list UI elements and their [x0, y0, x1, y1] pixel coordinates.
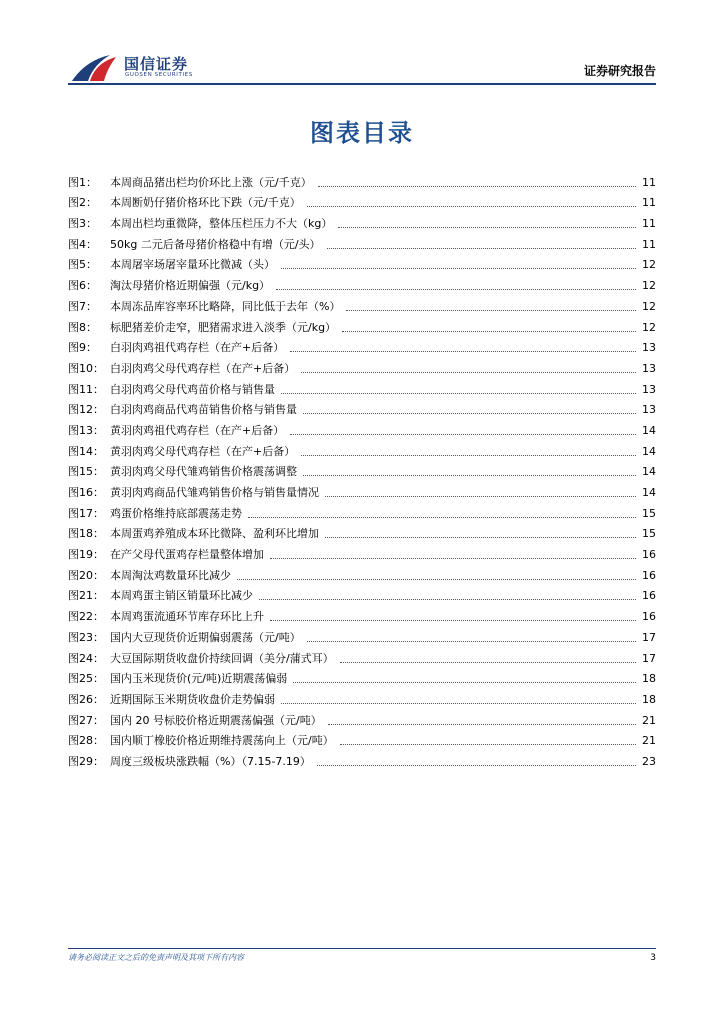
toc-entry-number: 图16： [68, 486, 104, 499]
toc-entry[interactable] [68, 252, 656, 273]
toc-entry-number: 图7： [68, 299, 97, 313]
toc-entry-page: 16 [642, 548, 656, 562]
toc-leader-dots [290, 351, 636, 352]
toc-leader-dots [248, 517, 636, 518]
toc-leader-dots [301, 455, 636, 456]
toc-entry-title: 鸡蛋价格维持底部震荡走势 [110, 506, 242, 520]
toc-entry-page: 18 [642, 672, 656, 686]
toc-entry-number: 图20： [68, 568, 104, 582]
page-number: 3 [650, 953, 656, 963]
toc-entry-number: 图26： [68, 692, 104, 706]
footer-divider [68, 948, 656, 949]
toc-entry[interactable] [68, 603, 656, 624]
toc-entry-title: 淘汰母猪价格近期偏强（元/kg） [110, 279, 271, 293]
toc-entry-number: 图17： [68, 506, 104, 520]
toc-entry-page: 18 [642, 692, 656, 706]
toc-leader-dots [281, 393, 636, 394]
toc-leader-dots [303, 475, 636, 476]
toc-entry-title: 周度三级板块涨跌幅（%）（7.15-7.19） [110, 754, 311, 768]
toc-entry-number: 图4： [68, 237, 97, 251]
toc-entry-number: 图22： [68, 610, 104, 624]
toc-entry-page: 11 [642, 196, 656, 210]
toc-entry-number: 图29： [68, 754, 104, 768]
toc-entry-title: 本周鸡蛋流通环节库存环比上升 [110, 610, 264, 624]
toc-entry[interactable] [68, 728, 656, 749]
report-type-label: 证券研究报告 [583, 64, 656, 78]
toc-entry-number: 图15： [68, 465, 104, 479]
toc-leader-dots [281, 268, 636, 269]
toc-entry-title: 本周冻品库容率环比略降，同比低于去年（%） [110, 299, 341, 313]
toc-entry[interactable] [68, 541, 656, 562]
toc-entry-number: 图5： [68, 258, 97, 272]
toc-entry-number: 图9： [68, 341, 97, 355]
toc-entry-title: 国内玉米现货价(元/吨)近期震荡偏弱 [110, 672, 288, 686]
header-divider [68, 83, 656, 85]
toc-entry-title: 黄羽肉鸡商品代雏鸡销售价格与销售量情况 [110, 486, 319, 499]
toc-entry-title: 黄羽肉鸡父母代雏鸡销售价格震荡调整 [110, 465, 297, 479]
toc-leader-dots [325, 496, 636, 497]
toc-entry[interactable] [68, 355, 656, 376]
toc-entry-title: 在产父母代蛋鸡存栏量整体增加 [110, 548, 264, 562]
toc-entry-page: 13 [642, 382, 656, 396]
toc-entry-number: 图24： [68, 651, 104, 665]
toc-entry-number: 图3： [68, 217, 97, 231]
toc-leader-dots [270, 558, 636, 559]
toc-leader-dots [342, 331, 636, 332]
toc-entry[interactable] [68, 521, 656, 542]
page-header [68, 50, 656, 84]
toc-entry[interactable] [68, 272, 656, 293]
toc-entry-page: 13 [642, 403, 656, 417]
toc-leader-dots [307, 641, 636, 642]
toc-entry-number: 图19： [68, 548, 104, 562]
toc-entry-page: 12 [642, 299, 656, 313]
toc-entry-number: 图11： [68, 382, 104, 396]
toc-leader-dots [340, 744, 636, 745]
toc-entry-number: 图18： [68, 527, 104, 541]
toc-entry-title: 白羽肉鸡父母代鸡存栏（在产+后备） [110, 361, 296, 375]
toc-entry-title: 本周商品猪出栏均价环比上涨（元/千克） [110, 175, 312, 189]
toc-entry[interactable] [68, 500, 656, 521]
toc-entry-title: 本周出栏均重微降，整体压栏压力不大（kg） [110, 217, 333, 231]
toc-entry-page: 12 [642, 279, 656, 293]
toc-entry-page: 23 [642, 754, 656, 768]
toc-entry-title: 黄羽肉鸡祖代鸡存栏（在产+后备） [110, 423, 285, 437]
toc-entry[interactable] [68, 335, 656, 356]
toc-entry-page: 21 [642, 734, 656, 748]
figure-list [68, 169, 656, 769]
toc-entry-page: 16 [642, 589, 656, 603]
toc-entry-number: 图13： [68, 423, 104, 437]
toc-entry-title: 标肥猪差价走窄，肥猪需求进入淡季（元/kg） [110, 320, 337, 334]
toc-leader-dots [237, 579, 636, 580]
toc-leader-dots [327, 248, 636, 249]
toc-entry-title: 本周蛋鸡养殖成本环比微降、盈利环比增加 [110, 527, 319, 541]
toc-entry-number: 图8： [68, 320, 97, 334]
toc-entry-title: 白羽肉鸡祖代鸡存栏（在产+后备） [110, 341, 285, 355]
toc-entry-title: 本周淘汰鸡数量环比减少 [110, 568, 231, 582]
toc-entry-title: 国内大豆现货价近期偏弱震荡（元/吨） [110, 630, 301, 644]
toc-entry-title: 白羽肉鸡父母代鸡苗价格与销售量 [110, 382, 275, 396]
toc-entry[interactable] [68, 479, 656, 500]
toc-leader-dots [293, 682, 636, 683]
toc-leader-dots [317, 765, 636, 766]
footer-disclaimer: 请务必阅读正文之后的免责声明及其项下所有内容 [68, 953, 244, 962]
toc-entry-page: 14 [642, 444, 656, 458]
toc-entry[interactable] [68, 562, 656, 583]
toc-leader-dots [270, 620, 636, 621]
toc-leader-dots [301, 372, 636, 373]
toc-entry-page: 12 [642, 320, 656, 334]
toc-leader-dots [340, 662, 636, 663]
toc-entry-title: 大豆国际期货收盘价持续回调（美分/蒲式耳） [110, 651, 334, 665]
toc-entry-page: 14 [642, 465, 656, 479]
toc-leader-dots [281, 703, 636, 704]
toc-entry-title: 本周断奶仔猪价格环比下跌（元/千克） [110, 196, 301, 210]
toc-entry[interactable] [68, 748, 656, 769]
toc-entry-page: 16 [642, 568, 656, 582]
toc-entry-page: 11 [642, 175, 656, 189]
toc-entry-number: 图10： [68, 361, 104, 375]
toc-entry[interactable] [68, 645, 656, 666]
toc-entry[interactable] [68, 417, 656, 438]
toc-entry-number: 图1： [68, 175, 97, 189]
toc-entry-page: 17 [642, 651, 656, 665]
toc-entry-page: 12 [642, 258, 656, 272]
toc-entry-page: 13 [642, 341, 656, 355]
toc-entry-number: 图28： [68, 734, 104, 748]
toc-entry[interactable] [68, 376, 656, 397]
toc-entry[interactable] [68, 707, 656, 728]
toc-leader-dots [338, 227, 636, 228]
guosen-logo-icon [70, 51, 118, 83]
toc-leader-dots [346, 310, 636, 311]
toc-entry-title: 白羽肉鸡商品代鸡苗销售价格与销售量 [110, 403, 297, 417]
toc-entry-page: 11 [642, 237, 656, 251]
toc-leader-dots [276, 289, 636, 290]
toc-entry-title: 国内顺丁橡胶价格近期维持震荡向上（元/吨） [110, 734, 334, 748]
toc-entry[interactable] [68, 210, 656, 231]
toc-entry-number: 图6： [68, 279, 97, 293]
toc-entry-number: 图12： [68, 403, 104, 417]
toc-entry-title: 近期国际玉米期货收盘价走势偏弱 [110, 692, 275, 706]
toc-entry[interactable] [68, 438, 656, 459]
toc-leader-dots [259, 599, 636, 600]
toc-leader-dots [290, 434, 636, 435]
toc-entry-number: 图23： [68, 630, 104, 644]
toc-leader-dots [328, 724, 636, 725]
toc-entry-page: 11 [642, 217, 656, 231]
toc-leader-dots [325, 537, 636, 538]
toc-entry-number: 图27： [68, 713, 104, 727]
toc-entry[interactable] [68, 686, 656, 707]
toc-entry[interactable] [68, 231, 656, 252]
toc-entry-title: 50kg 二元后备母猪价格稳中有增（元/头） [110, 237, 321, 251]
logo-text-cn: 国信证券 [124, 55, 189, 73]
logo-text-en: GUOSEN SECURITIES [125, 72, 193, 78]
toc-entry-page: 13 [642, 361, 656, 375]
toc-entry-page: 21 [642, 713, 656, 727]
toc-entry[interactable] [68, 583, 656, 604]
toc-entry[interactable] [68, 314, 656, 335]
toc-entry[interactable] [68, 666, 656, 687]
toc-entry-page: 14 [642, 486, 656, 499]
toc-entry-number: 图21： [68, 589, 104, 603]
page-title: 图表目录 [310, 119, 414, 147]
toc-entry-number: 图2： [68, 196, 97, 210]
toc-entry-number: 图14： [68, 444, 104, 458]
toc-entry-number: 图25： [68, 672, 104, 686]
toc-leader-dots [318, 186, 636, 187]
toc-entry[interactable] [68, 190, 656, 211]
toc-entry-page: 17 [642, 630, 656, 644]
toc-entry-page: 15 [642, 527, 656, 541]
toc-entry[interactable] [68, 624, 656, 645]
toc-entry-page: 15 [642, 506, 656, 520]
toc-entry-title: 国内 20 号标胶价格近期震荡偏强（元/吨） [110, 713, 322, 727]
toc-entry-title: 本周鸡蛋主销区销量环比减少 [110, 589, 253, 603]
toc-entry[interactable] [68, 169, 656, 190]
toc-entry-title: 本周屠宰场屠宰量环比微减（头） [110, 258, 275, 272]
toc-entry-title: 黄羽肉鸡父母代鸡存栏（在产+后备） [110, 444, 296, 458]
toc-entry[interactable] [68, 293, 656, 314]
toc-entry[interactable] [68, 397, 656, 418]
toc-leader-dots [307, 206, 636, 207]
toc-entry-page: 16 [642, 610, 656, 624]
toc-entry[interactable] [68, 459, 656, 480]
toc-leader-dots [303, 413, 636, 414]
toc-entry-page: 14 [642, 423, 656, 437]
